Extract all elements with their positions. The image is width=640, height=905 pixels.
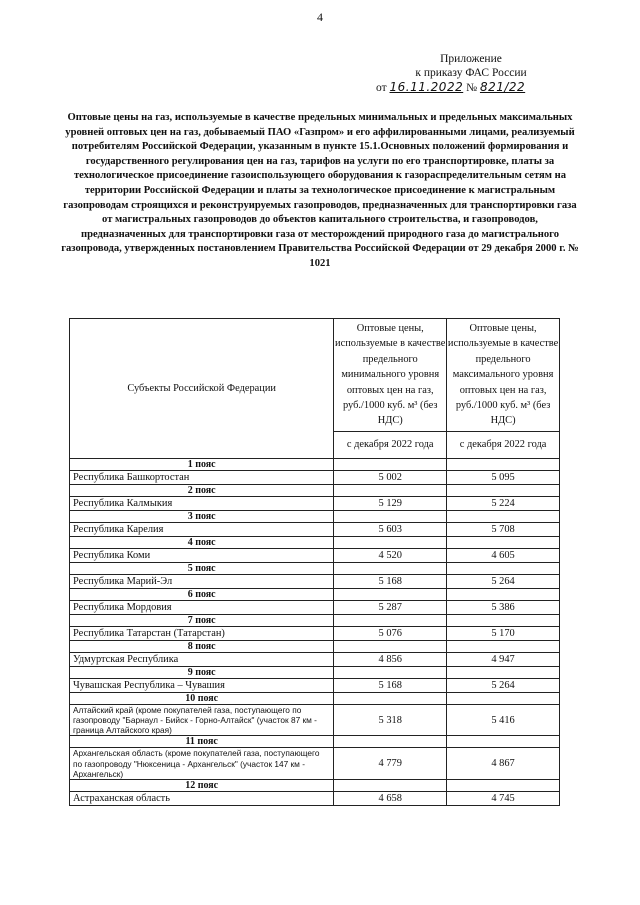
region-name: Республика Коми <box>70 548 334 562</box>
zone-empty-cell <box>334 484 447 496</box>
zone-label: 2 пояс <box>70 484 334 496</box>
max-price: 4 867 <box>447 748 560 780</box>
min-price: 5 168 <box>334 574 447 588</box>
zone-label: 9 пояс <box>70 666 334 678</box>
table-row <box>70 574 560 588</box>
region-name: Республика Марий-Эл <box>70 574 334 588</box>
min-price: 5 318 <box>334 704 447 736</box>
zone-empty-cell <box>447 562 560 574</box>
zone-empty-cell <box>334 614 447 626</box>
region-name: Астраханская область <box>70 792 334 806</box>
table-row <box>70 792 560 806</box>
zone-empty-cell <box>447 588 560 600</box>
zone-empty-cell <box>334 588 447 600</box>
date-prefix: от <box>376 82 387 94</box>
zone-label: 6 пояс <box>70 588 334 600</box>
max-price: 5 264 <box>447 574 560 588</box>
zone-label: 12 пояс <box>70 780 334 792</box>
table-row <box>70 748 560 780</box>
min-price: 5 002 <box>334 470 447 484</box>
table-row <box>70 704 560 736</box>
zone-row <box>70 536 560 548</box>
zone-label: 11 пояс <box>70 736 334 748</box>
period-min: с декабря 2022 года <box>334 431 447 458</box>
min-price: 4 779 <box>334 748 447 780</box>
zone-label: 8 пояс <box>70 640 334 652</box>
zone-row <box>70 666 560 678</box>
zone-empty-cell <box>334 666 447 678</box>
appendix-block <box>376 52 566 95</box>
zone-empty-cell <box>334 536 447 548</box>
min-price: 4 856 <box>334 652 447 666</box>
table-row <box>70 652 560 666</box>
zone-empty-cell <box>334 780 447 792</box>
zone-row <box>70 562 560 574</box>
header-min-price: Оптовые цены, используемые в качестве предельного минимального уровня оптовых цен на газ, руб./1000 куб. м³ (без НДС) <box>334 319 447 432</box>
max-price: 5 708 <box>447 522 560 536</box>
max-price: 4 605 <box>447 548 560 562</box>
zone-empty-cell <box>447 640 560 652</box>
zone-empty-cell <box>447 736 560 748</box>
min-price: 5 603 <box>334 522 447 536</box>
max-price: 4 947 <box>447 652 560 666</box>
zone-empty-cell <box>447 458 560 470</box>
header-subjects: Субъекты Российской Федерации <box>70 319 334 459</box>
max-price: 5 386 <box>447 600 560 614</box>
zone-label: 4 пояс <box>70 536 334 548</box>
period-max: с декабря 2022 года <box>447 431 560 458</box>
zone-empty-cell <box>334 736 447 748</box>
zone-label: 7 пояс <box>70 614 334 626</box>
region-name: Республика Татарстан (Татарстан) <box>70 626 334 640</box>
zone-row <box>70 458 560 470</box>
zone-row <box>70 780 560 792</box>
order-date: 16.11.2022 <box>389 80 464 94</box>
region-name: Алтайский край (кроме покупателей газа, поступающего по газопроводу "Барнаул - Бийск - Горно-Алтайск" (участок 87 км - граница Алтайского края) <box>70 704 334 736</box>
zone-empty-cell <box>447 780 560 792</box>
min-price: 4 520 <box>334 548 447 562</box>
table-row <box>70 678 560 692</box>
page-number: 4 <box>317 10 323 24</box>
appendix-line2: к приказу ФАС России <box>415 67 527 79</box>
region-name: Республика Карелия <box>70 522 334 536</box>
region-name: Архангельская область (кроме покупателей газа, поступающего по газопроводу "Нюксеница - Архангельск" (участок 147 км - Архангельск) <box>70 748 334 780</box>
zone-row <box>70 736 560 748</box>
region-name: Республика Мордовия <box>70 600 334 614</box>
zone-empty-cell <box>447 536 560 548</box>
region-name: Республика Калмыкия <box>70 496 334 510</box>
zone-label: 1 пояс <box>70 458 334 470</box>
document-title: Оптовые цены на газ, используемые в качестве предельных минимальных и предельных максимальных уровней оптовых цен на газ, добываемый ПАО «Газпром» и его аффилированными лицами, реализуемый потребителям Российской Федерации, указанным в пункте 15.1.Основных положений формирования и государственного регулирования цен на газ, тарифов на услуги по его транспортировке, платы за технологическое присоединение газоиспользующего оборудования к газораспределительным сетям на территории Российской Федерации и платы за технологическое присоединение к магистральным газопроводам строящихся и реконструируемых газопроводов, предназначенных для транспортировки газа от магистральных газопроводов до объектов капитального строительства, и газопроводов, предназначенных для транспортировки газа от месторождений природного газа до магистрального газопровода, утвержденных постановлением Правительства Российской Федерации от 29 декабря 2000 г. № 1021 <box>61 112 579 269</box>
table-row <box>70 548 560 562</box>
number-prefix: № <box>466 82 478 94</box>
zone-row <box>70 588 560 600</box>
table-row <box>70 470 560 484</box>
zone-row <box>70 510 560 522</box>
region-name: Чувашская Республика – Чувашия <box>70 678 334 692</box>
zone-empty-cell <box>334 640 447 652</box>
table-row <box>70 522 560 536</box>
table-row <box>70 496 560 510</box>
price-table <box>69 318 560 806</box>
min-price: 5 129 <box>334 496 447 510</box>
region-name: Республика Башкортостан <box>70 470 334 484</box>
region-name: Удмуртская Республика <box>70 652 334 666</box>
zone-empty-cell <box>447 484 560 496</box>
max-price: 5 224 <box>447 496 560 510</box>
zone-empty-cell <box>447 692 560 704</box>
max-price: 5 170 <box>447 626 560 640</box>
table-row <box>70 600 560 614</box>
zone-empty-cell <box>447 666 560 678</box>
table-header-row <box>70 319 560 432</box>
table-row <box>70 626 560 640</box>
appendix-line1: Приложение <box>440 53 502 65</box>
zone-empty-cell <box>334 458 447 470</box>
zone-empty-cell <box>447 510 560 522</box>
zone-label: 10 пояс <box>70 692 334 704</box>
zone-label: 3 пояс <box>70 510 334 522</box>
zone-row <box>70 484 560 496</box>
order-number: 821/22 <box>479 80 526 94</box>
zone-empty-cell <box>447 614 560 626</box>
max-price: 5 264 <box>447 678 560 692</box>
zone-row <box>70 692 560 704</box>
zone-empty-cell <box>334 510 447 522</box>
appendix-date-line <box>376 80 566 95</box>
min-price: 5 076 <box>334 626 447 640</box>
min-price: 5 287 <box>334 600 447 614</box>
header-max-price: Оптовые цены, используемые в качестве предельного максимального уровня оптовых цен на газ, руб./1000 куб. м³ (без НДС) <box>447 319 560 432</box>
max-price: 4 745 <box>447 792 560 806</box>
min-price: 4 658 <box>334 792 447 806</box>
zone-label: 5 пояс <box>70 562 334 574</box>
zone-empty-cell <box>334 562 447 574</box>
min-price: 5 168 <box>334 678 447 692</box>
max-price: 5 095 <box>447 470 560 484</box>
max-price: 5 416 <box>447 704 560 736</box>
zone-empty-cell <box>334 692 447 704</box>
zone-row <box>70 640 560 652</box>
zone-row <box>70 614 560 626</box>
